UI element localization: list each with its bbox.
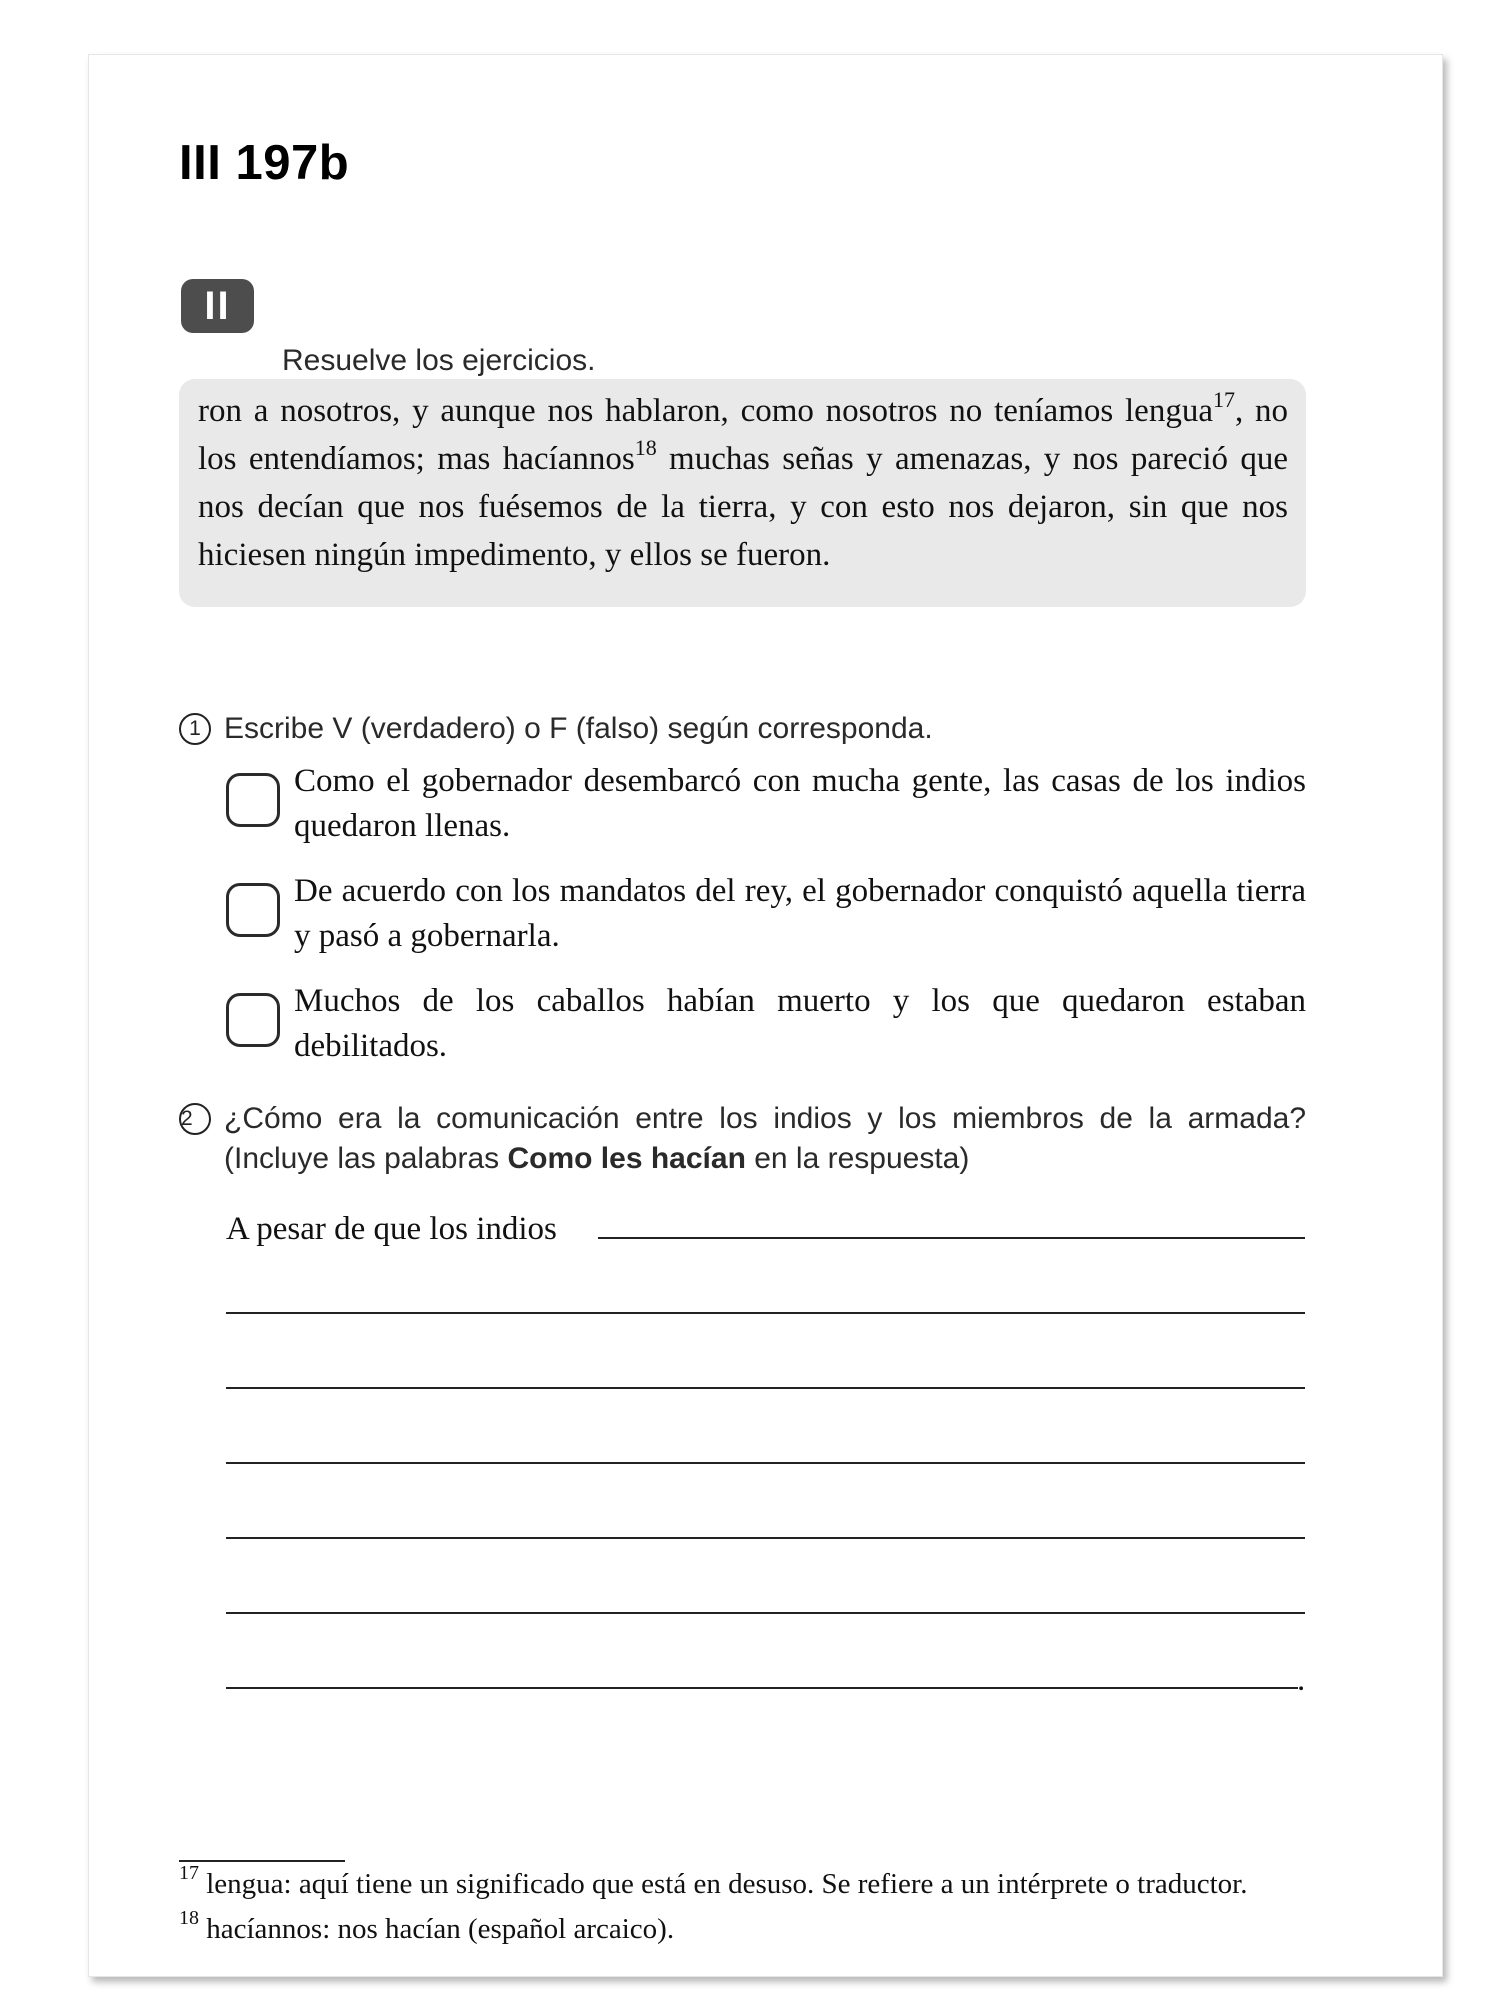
answer-checkbox[interactable]: [226, 993, 280, 1047]
question-number-2: 2: [179, 1103, 211, 1135]
footnote-text: hacíannos: nos hacían (español arcaico).: [199, 1913, 675, 1945]
question-1-heading: [179, 709, 1306, 749]
statement-text: Como el gobernador desembarcó con mucha gente, las casas de los indios quedaron llenas.: [294, 763, 1306, 844]
question-2-hint-prefix: (Incluye las palabras: [224, 1142, 508, 1175]
answer-line[interactable]: [226, 1537, 1305, 1539]
passage-text-2: , no los entendíamos; mas hacíannos: [198, 393, 1289, 477]
answer-prompt-start: A pesar de que los indios: [226, 1211, 557, 1247]
statement-text: Muchos de los caballos habían muerto y los que quedaron estaban debilitados.: [294, 983, 1306, 1064]
question-2-hint-keywords: Como les hacían: [507, 1142, 746, 1175]
section-badge: II: [181, 279, 254, 333]
answer-line[interactable]: [226, 1687, 1298, 1689]
page-title: III 197b: [179, 136, 350, 190]
footnote-18: [179, 1907, 1306, 1948]
answer-line[interactable]: [226, 1612, 1305, 1614]
passage-text-1: ron a nosotros, y aunque nos hablaron, como nosotros no teníamos lengua: [198, 393, 1213, 429]
footnote-divider: [179, 1860, 345, 1862]
question-2-hint-suffix: en la respuesta): [745, 1142, 970, 1175]
question-2-prompt: ¿Cómo era la comunicación entre los indios y los miembros de la armada?: [224, 1102, 1306, 1135]
answer-line[interactable]: [226, 1387, 1305, 1389]
footnote-ref-18[interactable]: 18: [634, 435, 657, 460]
section-instruction: Resuelve los ejercicios.: [282, 344, 596, 377]
footnote-ref-17[interactable]: 17: [1212, 387, 1235, 412]
worksheet-page: [88, 54, 1443, 1977]
footnote-17: [179, 1862, 1306, 1903]
question-number-1: 1: [179, 713, 211, 745]
footnote-text: lengua: aquí tiene un significado que está en desuso. Se refiere a un intérprete o traductor.: [199, 1868, 1248, 1900]
reading-passage: [179, 379, 1306, 607]
answer-end-period: .: [1297, 1662, 1306, 1698]
footnote-number: 17: [179, 1862, 199, 1885]
answer-line[interactable]: [226, 1312, 1305, 1314]
question-2-heading: [179, 1099, 1306, 1179]
footnotes: [179, 1862, 1306, 1955]
answer-line[interactable]: [598, 1237, 1305, 1239]
answer-line[interactable]: [226, 1462, 1305, 1464]
statement-text: De acuerdo con los mandatos del rey, el gobernador conquistó aquella tierra y pasó a gobernarla.: [294, 873, 1306, 954]
question-1-prompt: Escribe V (verdadero) o F (falso) según corresponda.: [224, 712, 933, 745]
answer-checkbox[interactable]: [226, 773, 280, 827]
answer-checkbox[interactable]: [226, 883, 280, 937]
passage-text-3: muchas señas y amenazas, y nos pareció que nos decían que nos fuésemos de la tierra, y con esto nos dejaron, sin que nos hiciesen ningún impedimento, y ellos se fueron.: [198, 441, 1288, 573]
footnote-number: 18: [179, 1907, 199, 1930]
